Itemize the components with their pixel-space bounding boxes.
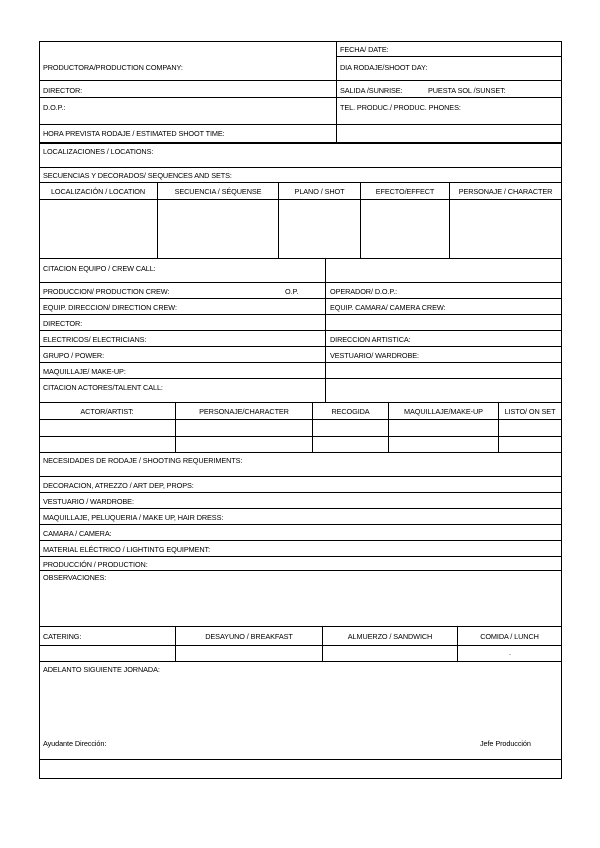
next-day-label: ADELANTO SIGUIENTE JORNADA: — [43, 665, 160, 674]
director-label: DIRECTOR: — [43, 86, 83, 95]
divider — [39, 570, 562, 571]
crew-call-label: CITACION EQUIPO / CREW CALL: — [43, 264, 156, 273]
direction-crew-label: EQUIP. DIRECCION/ DIRECTION CREW: — [43, 303, 177, 312]
crew-makeup-label: MAQUILLAJE/ MAKE-UP: — [43, 367, 126, 376]
shoot-day-label: DIA RODAJE/SHOOT DAY: — [340, 63, 428, 72]
divider — [39, 645, 562, 646]
lunch-label: COMIDA / LUNCH — [480, 632, 539, 641]
divider — [39, 314, 562, 315]
divider — [39, 524, 562, 525]
crew-divider — [325, 258, 326, 402]
sunrise-label: SALIDA /SUNRISE: — [340, 86, 403, 95]
divider — [39, 556, 562, 557]
camera-label: CAMARA / CAMERA: — [43, 529, 112, 538]
divider — [39, 419, 562, 420]
estimated-shoot-time-label: HORA PREVISTA RODAJE / ESTIMATED SHOOT TIME: — [43, 129, 225, 138]
divider — [39, 298, 562, 299]
divider — [39, 508, 562, 509]
props-label: DECORACION, ATREZZO / ART DEP, PROPS: — [43, 481, 194, 490]
date-label: FECHA/ DATE: — [340, 45, 389, 54]
on-set-column-header: LISTO/ ON SET — [504, 407, 556, 416]
effect-column-header: EFECTO/EFFECT — [375, 187, 435, 196]
divider — [39, 258, 562, 259]
crew-director-label: DIRECTOR: — [43, 319, 83, 328]
pickup-column-header: RECOGIDA — [331, 407, 370, 416]
lighting-equipment-label: MATERIAL ELÉCTRICO / LIGHTINTG EQUIPMENT: — [43, 545, 210, 554]
divider — [39, 182, 562, 183]
actor-column-header: ACTOR/ARTIST: — [80, 407, 134, 416]
divider — [39, 661, 562, 662]
breakfast-label: DESAYUNO / BREAKFAST — [205, 632, 293, 641]
divider — [39, 476, 562, 477]
divider — [39, 626, 562, 627]
sequences-label: SECUENCIAS Y DECORADOS/ SEQUENCES AND SETS: — [43, 171, 232, 180]
divider — [39, 402, 562, 403]
divider — [39, 142, 562, 144]
sandwich-label: ALMUERZO / SANDWICH — [347, 632, 433, 641]
locations-label: LOCALIZACIONES / LOCATIONS: — [43, 147, 154, 156]
divider — [39, 167, 562, 168]
header-divider — [336, 41, 337, 142]
crew-wardrobe-label: VESTUARIO/ WARDROBE: — [330, 351, 419, 360]
stray-dot: . — [509, 648, 511, 657]
shot-column-header: PLANO / SHOT — [294, 187, 345, 196]
divider — [39, 282, 562, 283]
border-bottom — [39, 778, 562, 779]
production-crew-label: PRODUCCION/ PRODUCTION CREW: — [43, 287, 170, 296]
divider — [39, 362, 562, 363]
divider — [39, 759, 562, 760]
divider — [39, 452, 562, 453]
hair-makeup-label: MAQUILLAJE, PELUQUERIA / MAKE UP, HAIR DRESS: — [43, 513, 224, 522]
dop-operator-label: OPERADOR/ D.O.P.: — [330, 287, 398, 296]
sequence-column-header: SECUENCIA / SÉQUENSE — [174, 187, 262, 196]
production-company-label: PRODUCTORA/PRODUCTION COMPANY: — [43, 63, 183, 72]
divider — [336, 56, 562, 57]
divider — [39, 80, 562, 81]
production-head-label: Jefe Producción — [480, 739, 531, 748]
power-label: GRUPO / POWER: — [43, 351, 105, 360]
production-phones-label: TEL. PRODUC./ PRODUC. PHONES: — [340, 103, 461, 112]
camera-crew-label: EQUIP. CAMARA/ CAMERA CREW: — [330, 303, 446, 312]
border-top — [39, 41, 562, 42]
op-label: O.P. — [285, 287, 299, 296]
character-column-header: PERSONAJE / CHARACTER — [458, 187, 553, 196]
catering-label: CATERING: — [43, 632, 82, 641]
dop-label: D.O.P.: — [43, 103, 66, 112]
sunset-label: PUESTA SOL /SUNSET: — [428, 86, 506, 95]
call-sheet-form — [39, 41, 562, 779]
art-direction-label: DIRECCION ARTISTICA: — [330, 335, 411, 344]
needs-wardrobe-label: VESTUARIO / WARDROBE: — [43, 497, 134, 506]
talent-makeup-column-header: MAQUILLAJE/MAKE-UP — [404, 407, 483, 416]
divider — [39, 436, 562, 437]
divider — [39, 492, 562, 493]
divider — [39, 97, 562, 98]
divider — [39, 330, 562, 331]
electricians-label: ELECTRICOS/ ELECTRICIANS: — [43, 335, 147, 344]
divider — [39, 346, 562, 347]
divider — [39, 378, 562, 379]
talent-call-label: CITACION ACTORES/TALENT CALL: — [43, 383, 163, 392]
divider — [39, 540, 562, 541]
production-label: PRODUCCIÓN / PRODUCTION: — [43, 560, 148, 569]
talent-character-column-header: PERSONAJE/CHARACTER — [199, 407, 289, 416]
divider — [39, 199, 562, 200]
divider — [39, 124, 562, 125]
assistant-director-label: Ayudante Dirección: — [43, 739, 107, 748]
shooting-requirements-label: NECESIDADES DE RODAJE / SHOOTING REQUERIMENTS: — [43, 456, 243, 465]
border-right — [561, 41, 562, 779]
location-column-header: LOCALIZACIÓN / LOCATION — [50, 187, 146, 196]
observations-label: OBSERVACIONES: — [43, 573, 107, 582]
